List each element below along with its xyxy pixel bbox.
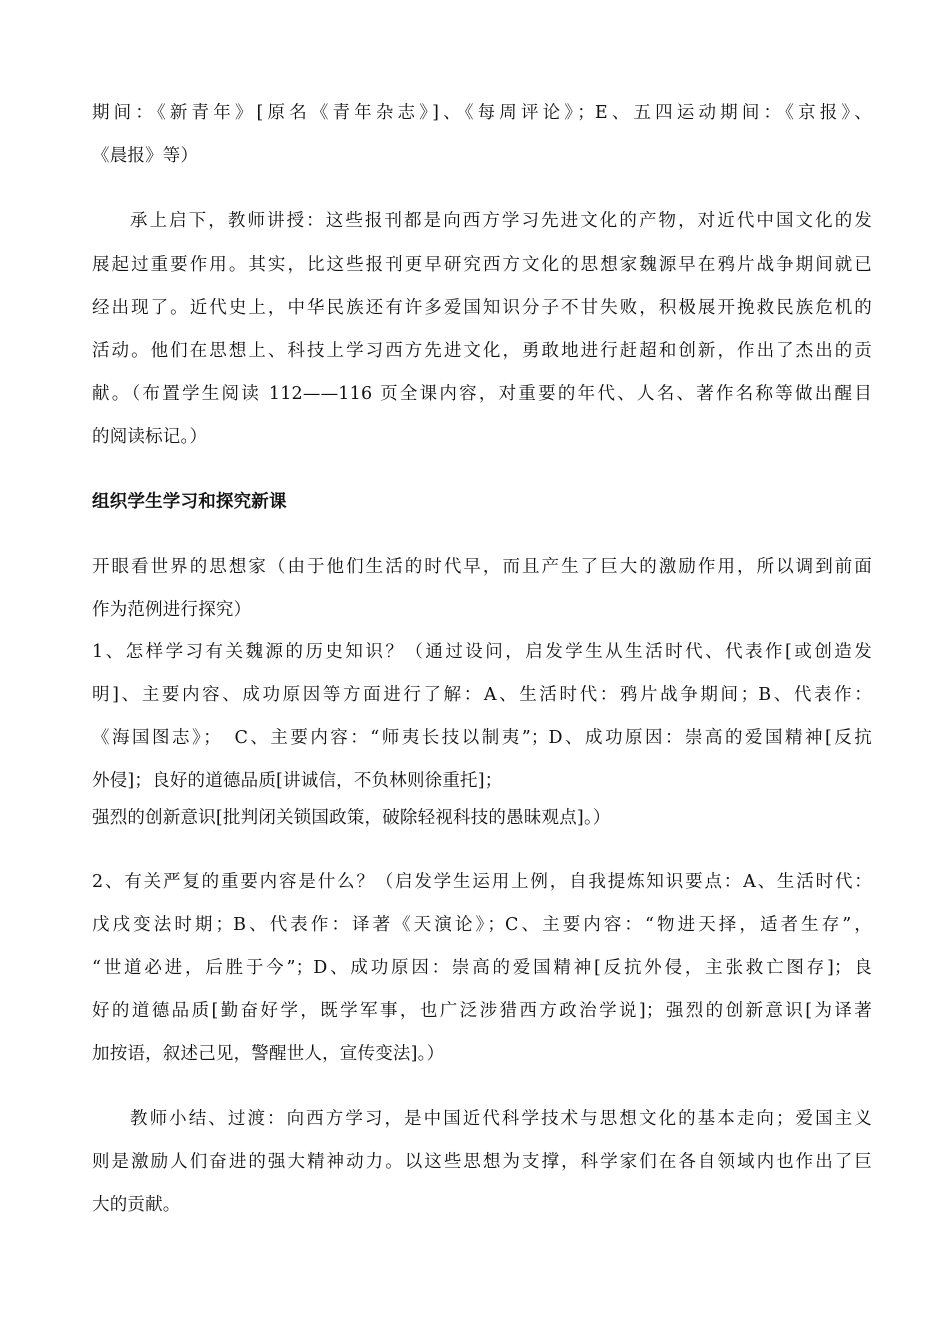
text-line: 开眼看世界的思想家（由于他们生活的时代早，而且产生了巨大的激励作用，所以调到前面 — [92, 557, 872, 577]
text-line: 2、有关严复的重要内容是什么？（启发学生运用上例，自我提炼知识要点：A、生活时代： — [92, 872, 872, 892]
text-line: 《海国图志》； C、主要内容：“师夷长技以制夷”；D、成功原因：崇高的爱国精神[反抗 — [92, 728, 872, 748]
text-line: 作为范例进行探究） — [92, 600, 252, 620]
text-line: 明]、主要内容、成功原因等方面进行了解：A、生活时代：鸦片战争期间；B、代表作： — [92, 685, 872, 705]
text-line: 活动。他们在思想上、科技上学习西方先进文化，勇敢地进行赶超和创新，作出了杰出的贡 — [92, 341, 872, 361]
text-line: 献。（布置学生阅读 112——116 页全课内容，对重要的年代、人名、著作名称等做出醒目 — [92, 384, 872, 404]
text-line: 大的贡献。 — [92, 1195, 181, 1215]
text-line: 戊戌变法时期；B、代表作：译著《天演论》；C、主要内容：“物进天择，适者生存”， — [92, 915, 872, 935]
section-heading: 组织学生学习和探究新课 — [92, 492, 287, 512]
text-line: 则是激励人们奋进的强大精神动力。以这些思想为支撑，科学家们在各自领域内也作出了巨 — [92, 1152, 872, 1172]
text-line: 教师小结、过渡：向西方学习，是中国近代科学技术与思想文化的基本走向；爱国主义 — [130, 1109, 872, 1129]
text-line: 好的道德品质[勤奋好学，既学军事，也广泛涉猎西方政治学说]；强烈的创新意识[为译著 — [92, 1001, 872, 1021]
text-line: 1、怎样学习有关魏源的历史知识？（通过设问，启发学生从生活时代、代表作[或创造发 — [92, 642, 872, 662]
text-line: 期间：《新青年》[原名《青年杂志》]、《每周评论》；E、五四运动期间：《京报》、 — [92, 103, 872, 123]
text-line: 经出现了。近代史上，中华民族还有许多爱国知识分子不甘失败，积极展开挽救民族危机的 — [92, 298, 872, 318]
text-line: 外侵]；良好的道德品质[讲诚信，不负林则徐重托]； — [92, 771, 503, 791]
text-line: 承上启下，教师讲授：这些报刊都是向西方学习先进文化的产物，对近代中国文化的发 — [130, 211, 872, 231]
text-line: 展起过重要作用。其实，比这些报刊更早研究西方文化的思想家魏源早在鸦片战争期间就已 — [92, 255, 872, 275]
text-line: 加按语，叙述己见，警醒世人，宣传变法]。） — [92, 1044, 445, 1064]
text-line: 的阅读标记。） — [92, 427, 208, 447]
text-line: 《晨报》等） — [92, 146, 199, 166]
text-line: “世道必进，后胜于今”；D、成功原因：崇高的爱国精神[反抗外侵，主张救亡图存]；良 — [92, 958, 872, 978]
text-line: 强烈的创新意识[批判闭关锁国政策，破除轻视科技的愚昧观点]。） — [92, 808, 611, 828]
